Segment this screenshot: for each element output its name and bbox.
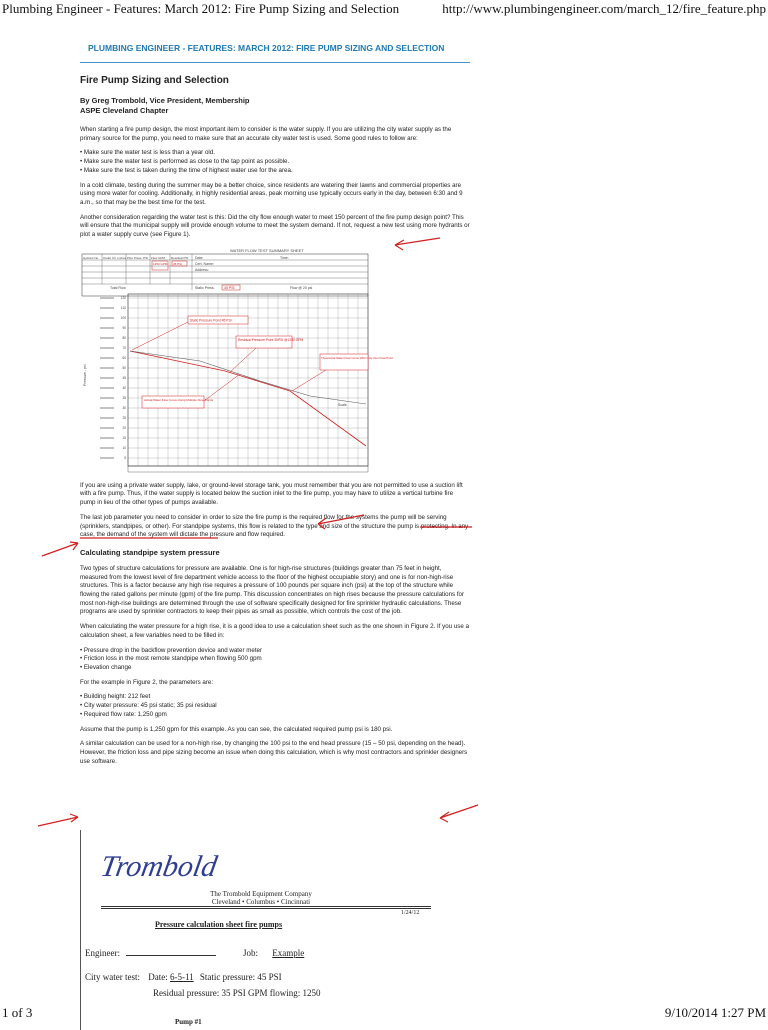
paragraph-3: Another consideration regarding the water test is this: Did the city flow enough water to meet 150 percent of the fire pump design point? This will ensure that the municipal supply will provide enough volume to meet the system demand. If not, request a new test using more hydrants or plot a water supply curve (see Figure 1). <box>80 213 470 239</box>
job-value: Example <box>272 948 305 958</box>
print-timestamp: 9/10/2014 1:27 PM <box>664 1005 766 1020</box>
col-header: Outlet I.D. Inches <box>103 255 127 260</box>
residual-row: Residual pressure: 35 PSI GPM flowing: 1250 <box>153 988 321 998</box>
paragraph-2: In a cold climate, testing during the summer may be a better choice, since residents are watering their lawns and commercial properties are using more water for cooling. Additionally, in highly residential areas, peak morning use typically occurs early in the day, between 6:30 and 9 a.m., so that may be the best time for the test. <box>80 181 463 206</box>
annotation-theoretical: Theoretical Water Flow Curve With Only One Flow Point <box>321 355 394 360</box>
city-test-row <box>85 972 282 982</box>
y-tick-label: 50 <box>122 365 126 370</box>
trombold-logo: Trombold <box>98 850 220 883</box>
list-item: • Elevation change <box>80 664 470 673</box>
annotation-static: Static Pressure Point 45 PSI <box>190 318 232 323</box>
paragraph-9: Assume that the pump is 1,250 gpm for this example. As you can see, the calculated required pump psi is 180 psi. <box>80 725 393 733</box>
byline-chapter: ASPE Cleveland Chapter <box>80 106 169 115</box>
pump-label: Pump #1 <box>175 1018 202 1026</box>
flow-value: 1250 GPM <box>153 261 168 266</box>
paragraph-4: If you are using a private water supply, lake, or ground-level storage tank, you must remember that you are not permitted to use a suction lift with a fire pump. Thus, if the water supply is located below the suction inlet to the fire pump, you may have to utilize a vertical turbine fire pump in lieu of the other types of pumps available. <box>80 481 463 507</box>
flow-at-label: Flow @ 20 psi <box>290 285 313 290</box>
annotation-actual: Actual Water Flow Curve Using Multiple Flow Points <box>144 397 214 402</box>
y-tick-label: 10 <box>122 445 126 450</box>
print-header-title: Plumbing Engineer - Features: March 2012: Fire Pump Sizing and Selection <box>2 1 400 16</box>
paragraph-8: For the example in Figure 2, the parameters are: <box>80 678 214 686</box>
job-label: Job: <box>243 948 259 958</box>
arrow-icon <box>395 238 440 250</box>
y-tick-label: 70 <box>122 345 126 350</box>
static-pressure: Static pressure: 45 PSI <box>199 972 282 982</box>
y-tick-label: 40 <box>122 385 126 390</box>
y-tick-label: 5 <box>124 455 126 460</box>
section-heading: Calculating standpipe system pressure <box>80 547 220 557</box>
field-cert: Cert. Name: <box>195 261 214 266</box>
y-tick-label: 45 <box>122 375 126 380</box>
article-banner: PLUMBING ENGINEER - FEATURES: MARCH 2012: FIRE PUMP SIZING AND SELECTION <box>80 40 470 63</box>
field-address: Address: <box>195 267 209 272</box>
y-tick-label: 30 <box>122 405 126 410</box>
figure-sheet-title: WATER FLOW TEST SUMMARY SHEET <box>230 247 304 253</box>
field-date: Date: <box>195 255 204 260</box>
list-item: • Make sure the test is taken during the time of highest water use for the area. <box>80 167 470 176</box>
list-item: • Required flow rate: 1,250 gpm <box>80 711 470 720</box>
scale-label: Scale <box>338 402 347 407</box>
y-tick-label: 100 <box>120 315 126 320</box>
y-tick-label: 110 <box>120 305 126 310</box>
col-header: Flow GPM <box>151 255 166 260</box>
date-value: 6-5-11 <box>170 972 194 982</box>
list-item: • Pressure drop in the backflow prevention device and water meter <box>80 647 470 656</box>
y-tick-label: 80 <box>122 335 126 340</box>
annotation-residual: Residual Pressure Point 35PSI @1250 GPM <box>238 337 304 342</box>
total-flow-label: Total Flow <box>110 285 126 290</box>
list-item: • City water pressure: 45 psi static; 35 psi residual <box>80 702 470 711</box>
y-axis-label: Pressure - psi <box>83 364 87 386</box>
print-footer <box>0 1004 768 1024</box>
engineer-row <box>85 948 216 958</box>
figure-2-calculation-sheet <box>80 830 481 1030</box>
divider <box>101 906 431 909</box>
arrow-icon <box>440 805 478 822</box>
article-title: Fire Pump Sizing and Selection <box>80 75 229 86</box>
list-item: • Friction loss in the most remote standpipe when flowing 500 gpm <box>80 655 470 664</box>
y-tick-label: 60 <box>122 355 126 360</box>
residual-value: 35 PSI <box>173 261 183 266</box>
y-tick-label: 35 <box>122 395 126 400</box>
sheet-date: 1/24/12 <box>401 910 420 916</box>
date-label: Date: <box>148 972 168 982</box>
paragraph-1: When starting a fire pump design, the most important item to consider is the water supply. If you are utilizing the city water supply as the primary source for the pump, you need to make sure that an accurate city water test is used. Some good rules to follow are: <box>80 126 452 142</box>
col-header: Residual PSI <box>171 255 189 260</box>
y-tick-label: 15 <box>122 435 126 440</box>
paragraph-7: When calculating the water pressure for a high rise, it is a good idea to use a calculation sheet such as the one shown in Figure 2. If you use a calculation sheet, a few variables need to be filled in: <box>80 623 470 639</box>
print-header-url: http://www.plumbingengineer.com/march_12/fire_feature.php <box>442 1 766 16</box>
arrow-icon <box>42 542 78 556</box>
job-row <box>243 948 362 958</box>
list-item: • Make sure the water test is performed as close to the tap point as possible. <box>80 158 470 167</box>
static-value: 45 PSI <box>224 285 235 290</box>
y-tick-label: 90 <box>122 325 126 330</box>
paragraph-10: A similar calculation can be used for a non-high rise, by changing the 100 psi to the end head pressure (15 – 50 psi, depending on the head). However, the friction loss and pipe sizing become an issue when doing this calculation, which is why most contractors and sprinkler designers use software. <box>80 740 468 765</box>
y-tick-label: 20 <box>122 425 126 430</box>
y-tick-label: 120 <box>120 295 126 300</box>
company-cities: Cleveland • Columbus • Cincinnati <box>211 898 311 906</box>
list-item: • Make sure the water test is less than a year old. <box>80 149 470 158</box>
paragraph-5: The last job parameter you need to consider in order to size the fire pump is the required flow for the systems the pump will be serving (sprinklers, standpipes, or other). For standpipe systems, this flow is related to the type and size of the structure the pump is protecting. In any case, the demand of the system will dictate the pressure and flow required. <box>80 513 469 539</box>
byline-author: By Greg Trombold, Vice President, Membership <box>80 96 250 105</box>
static-press-label: Static Press. <box>195 285 215 290</box>
field-time: Time: <box>280 255 289 260</box>
company-info <box>191 890 331 906</box>
page-count: 1 of 3 <box>2 1005 33 1020</box>
city-test-label: City water test: <box>85 972 140 982</box>
y-tick-label: 25 <box>122 415 126 420</box>
list-item: • Building height: 212 feet <box>80 693 470 702</box>
col-header: Hydrant No. <box>83 255 100 260</box>
paragraph-6: Two types of structure calculations for pressure are available. One is for high-rise structures (buildings greater than 75 feet in height, measured from the lowest level of fire department vehicle access to the floor of the highest occupiable story) and one is for non-high-rise structures. This is a factor because any high rise requires a pressure of 100 pounds per square inch (psi) at the top of the structure while flowing the rated gallons per minute (gpm) of the fire pump. This discussion concentrates on high rises because the pressure calculations for most non-high-rise buildings are determined through the use of software specifically designed for fire sprinkler hydraulic calculations. These programs are used by sprinkler contractors to keep their pipes as small as possible, which controls the cost of the job. <box>80 564 465 616</box>
col-header: Pitot Press. PSI <box>127 255 149 260</box>
engineer-label: Engineer: <box>85 948 120 958</box>
company-name: The Trombold Equipment Company <box>210 890 312 898</box>
sheet-title: Pressure calculation sheet fire pumps <box>155 920 283 929</box>
arrow-icon <box>38 814 78 826</box>
